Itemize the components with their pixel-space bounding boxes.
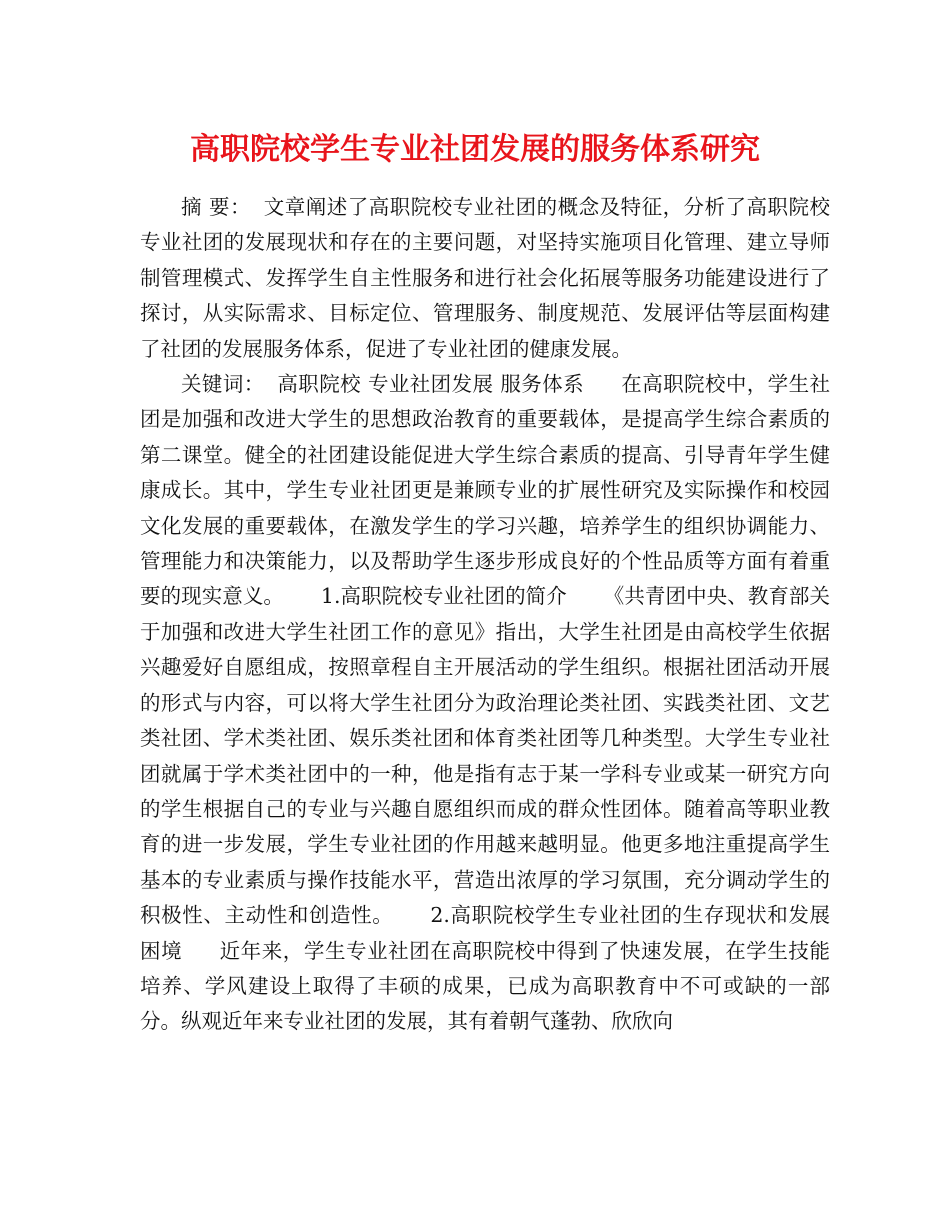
keywords-label: 关键词： [181, 372, 265, 397]
abstract-paragraph [140, 190, 830, 367]
section2-heading: 2.高职院校学生专业社团的生存现状和发展困境 [140, 903, 830, 963]
keywords-paragraph [140, 367, 830, 1040]
intro-text: 在高职院校中，学生社团是加强和改进大学生的思想政治教育的重要载体，是提高学生综合素质的第二课堂。健全的社团建设能促进大学生综合素质的提高、引导青年学生健康成长。其中，学生专业社团更是兼顾专业的扩展性研究及实际操作和校园文化发展的重要载体，在激发学生的学习兴趣，培养学生的组织协调能力、管理能力和决策能力，以及帮助学生逐步形成良好的个性品质等方面有着重要的现实意义。 [140, 372, 831, 609]
abstract-label: 摘 要： [181, 195, 251, 219]
section1-text: 《共青团中央、教育部关于加强和改进大学生社团工作的意见》指出，大学生社团是由高校学生依据兴趣爱好自愿组成，按照章程自主开展活动的学生组织。根据社团活动开展的形式与内容，可以将大学生社团分为政治理论类社团、实践类社团、文艺类社团、学术类社团、娱乐类社团和体育类社团等几种类型。大学生专业社团就属于学术类社团中的一种，他是指有志于某一学科专业或某一研究方向的学生根据自己的专业与兴趣自愿组织而成的群众性团体。随着高等职业教育的进一步发展，学生专业社团的作用越来越明显。他更多地注重提高学生基本的专业素质与操作技能水平，营造出浓厚的学习氛围，充分调动学生的积极性、主动性和创造性。 [140, 584, 831, 928]
abstract-text: 文章阐述了高职院校专业社团的概念及特征，分析了高职院校专业社团的发展现状和存在的主要问题，对坚持实施项目化管理、建立导师制管理模式、发挥学生自主性服务和进行社会化拓展等服务功能建设进行了探讨，从实际需求、目标定位、管理服务、制度规范、发展评估等层面构建了社团的发展服务体系，促进了专业社团的健康发展。 [140, 195, 830, 361]
section1-heading: 1.高职院校专业社团的简介 [320, 584, 567, 609]
document-body [140, 190, 830, 1040]
document-title: 高职院校学生专业社团发展的服务体系研究 [190, 132, 760, 167]
section2-text: 近年来，学生专业社团在高职院校中得到了快速发展，在学生技能培养、学风建设上取得了丰硕的成果，已成为高职教育中不可或缺的一部分。纵观近年来专业社团的发展，其有着朝气蓬勃、欣欣向 [140, 938, 831, 1034]
keywords-text: 高职院校 专业社团发展 服务体系 [276, 372, 584, 397]
